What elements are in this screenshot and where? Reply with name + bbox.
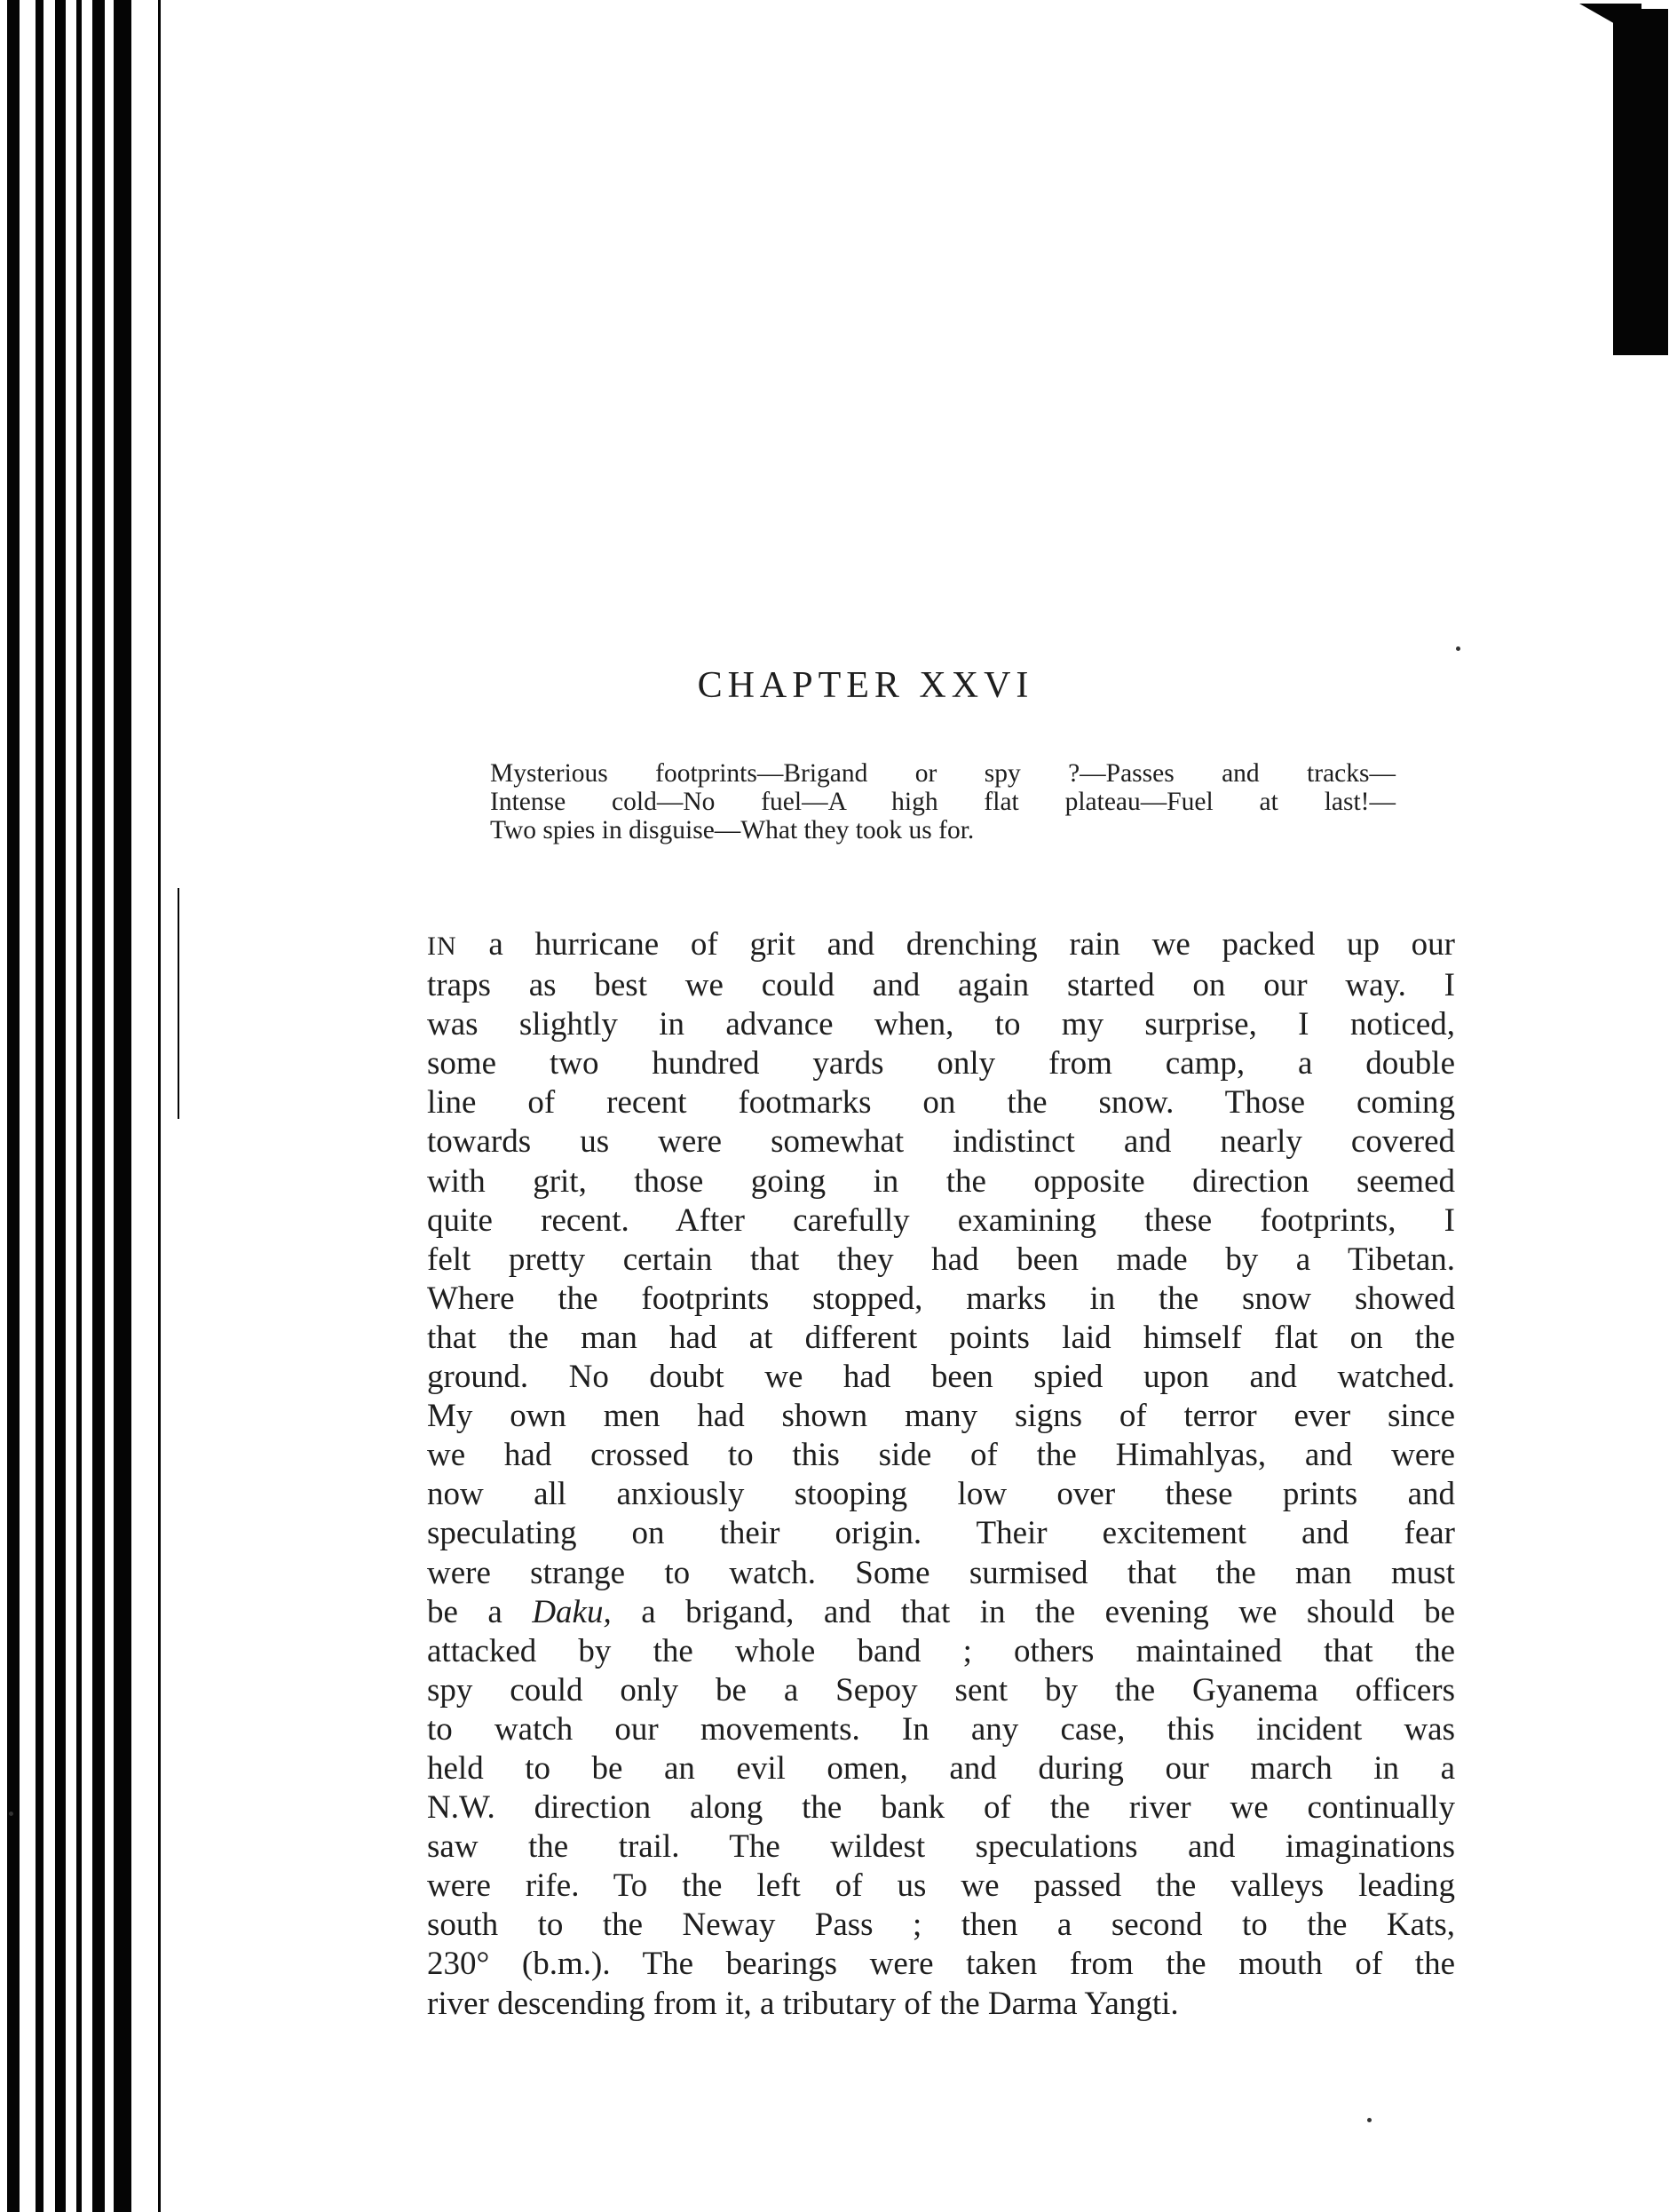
synopsis-line: Two spies in disguise—What they took us for. <box>490 816 975 844</box>
text-line: river descending from it, a tributary of the Darma Yangti. <box>427 1985 1179 2022</box>
text-line: we had crossed to this side of the Himahlyas, and were <box>427 1437 1455 1474</box>
text-line: were rife. To the left of us we passed the valleys leading <box>427 1867 1455 1905</box>
scan-block-mark <box>1613 9 1668 355</box>
text-line: was slightly in advance when, to my surprise, I noticed, <box>427 1006 1455 1043</box>
text-line: towards us were somewhat indistinct and nearly covered <box>427 1123 1455 1161</box>
text-line: some two hundred yards only from camp, a double <box>427 1045 1455 1082</box>
text-line: line of recent footmarks on the snow. Those coming <box>427 1084 1455 1122</box>
italic-term: Daku, <box>532 1593 612 1630</box>
scan-speck <box>1367 2118 1372 2122</box>
scan-speck <box>1456 646 1460 651</box>
text-line: felt pretty certain that they had been made by a Tibetan. <box>427 1241 1455 1278</box>
text-line: held to be an evil omen, and during our march in a <box>427 1749 1455 1787</box>
text-line: spy could only be a Sepoy sent by the Gyanema officers <box>427 1671 1455 1709</box>
text-line: ground. No doubt we had been spied upon and watched. <box>427 1359 1455 1396</box>
body-paragraph <box>427 925 1455 2024</box>
text-line: south to the Neway Pass ; then a second to the Kats, <box>427 1907 1455 1944</box>
text-line: 230° (b.m.). The bearings were taken from the mouth of the <box>427 1946 1455 1983</box>
chapter-title: CHAPTER XXVI <box>697 665 1034 706</box>
text-line: IN a hurricane of grit and drenching rain we packed up our <box>427 926 1455 963</box>
text-line: now all anxiously stooping low over these prints and <box>427 1476 1455 1513</box>
scan-gutter-artifact <box>0 0 186 2212</box>
chapter-synopsis <box>490 759 1396 844</box>
text-line: speculating on their origin. Their excitement and fear <box>427 1515 1455 1552</box>
text-line: Where the footprints stopped, marks in the snow showed <box>427 1280 1455 1317</box>
text-line: N.W. direction along the bank of the river we continually <box>427 1789 1455 1827</box>
text-line: saw the trail. The wildest speculations and imaginations <box>427 1828 1455 1866</box>
scan-corner-artifact <box>1570 0 1677 417</box>
text-line: to watch our movements. In any case, this incident was <box>427 1710 1455 1748</box>
text-line: My own men had shown many signs of terror ever since <box>427 1398 1455 1435</box>
text-line: quite recent. After carefully examining these footprints, I <box>427 1201 1455 1239</box>
text-line: attacked by the whole band ; others maintained that the <box>427 1632 1455 1669</box>
dropcap: IN <box>427 932 457 961</box>
text-line: that the man had at different points laid himself flat on the <box>427 1319 1455 1356</box>
text-line: traps as best we could and again started on our way. I <box>427 967 1455 1004</box>
text-line: were strange to watch. Some surmised that the man must <box>427 1554 1455 1591</box>
synopsis-line: Intense cold—No fuel—A high flat plateau—Fuel at last!— <box>490 788 1396 816</box>
synopsis-line: Mysterious footprints—Brigand or spy ?—Passes and tracks— <box>490 759 1396 788</box>
text-line: with grit, those going in the opposite direction seemed <box>427 1162 1455 1200</box>
text-line: be a Daku, a brigand, and that in the evening we should be <box>427 1593 1455 1630</box>
scan-speck <box>9 1812 13 1816</box>
